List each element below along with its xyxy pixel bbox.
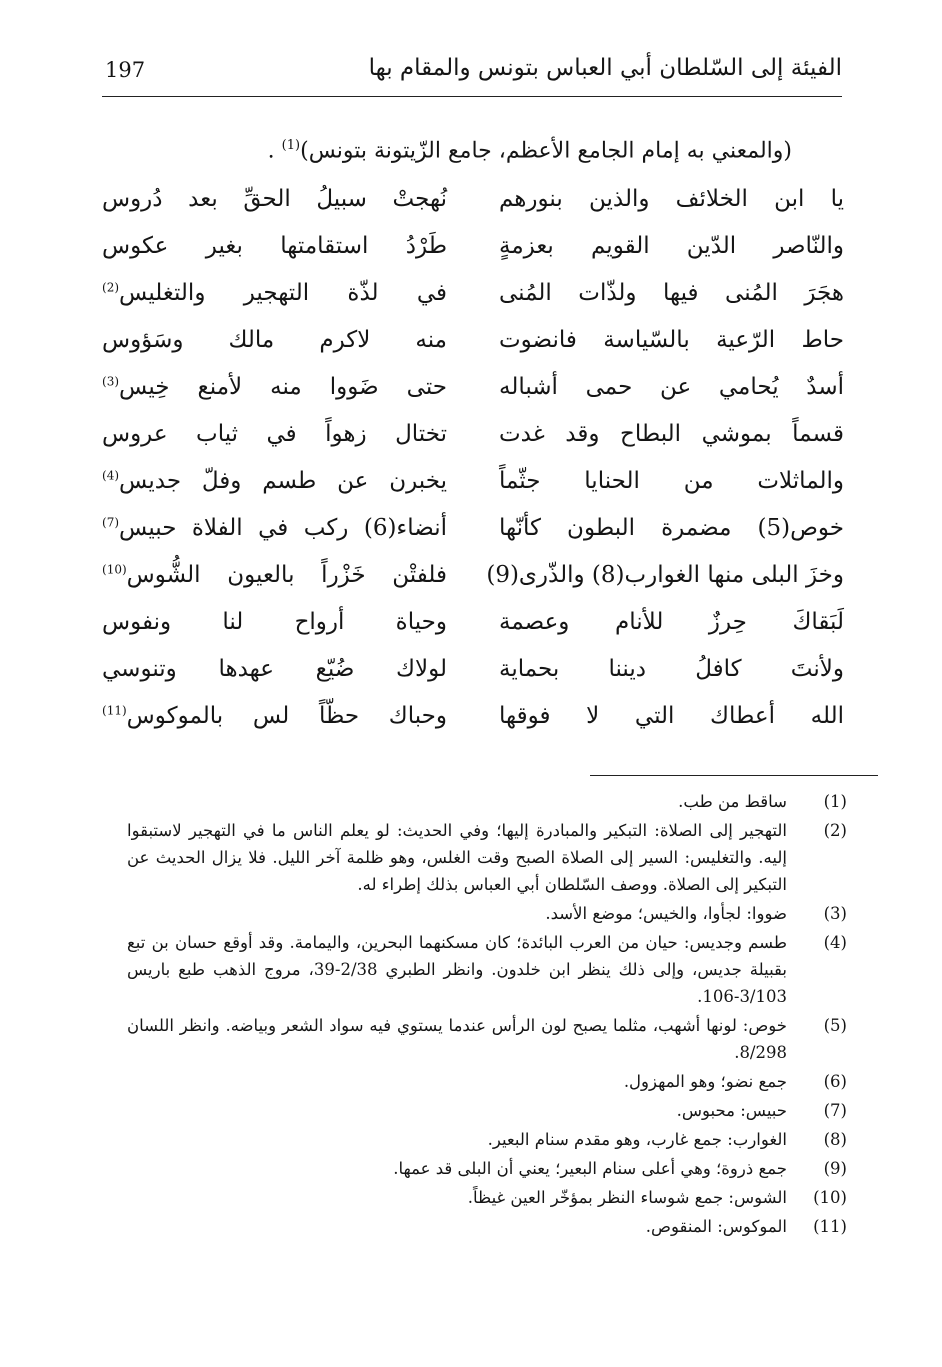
hemistich-text: في لذّة التهجير والتغليس [119,280,447,306]
intro-end: . [267,138,282,164]
verse-note-ref: (4) [102,468,120,483]
intro-text: (والمعني به إمام الجامع الأعظم، جامع الزّيتونة بتونس) [300,138,792,164]
footnote [127,1184,847,1211]
intro-note-ref: (1) [281,138,301,153]
verse [0,609,942,655]
verse-first-hemistich: ولأنتَ كافلُ ديننا بحماية [499,656,844,682]
verse-note-ref: (11) [102,703,127,718]
footnote-text: التهجير إلى الصلاة: التبكير والمبادرة إليها؛ وفي الحديث: لو يعلم الناس ما في التهجير لاستبقوا إليه. والتغليس: السير إلى الصلاة الصبح وقت الغلس، وهو ظلمة آخر الليل. فلا يزال الحديث عن التبكير إلى الصلاة. ووصف السّلطان أبي العباس بذلك إطراء له. [127,821,787,894]
footnote [127,788,847,815]
verse-first-hemistich: هجَرَ المُنى فيها ولذّات المُنى [499,280,844,306]
footnote [127,929,847,1010]
footnote-text: ساقط من طب. [678,792,787,811]
footnote-number: (9) [823,1159,847,1178]
footnote-number: (10) [813,1188,847,1207]
header-rule [102,96,842,97]
hemistich-text: وحياة أرواح لنا ونفوس [102,609,447,635]
verse-second-hemistich [102,656,447,682]
verse-second-hemistich [102,327,447,353]
footnote-number: (1) [823,792,847,811]
verse-first-hemistich: والماثلات من الحنايا جثّماً [499,468,844,494]
verse [0,233,942,279]
hemistich-text: أنضاء(6) ركب في الفلاة حبيس [119,515,447,541]
verse-second-hemistich [102,562,447,588]
verse-second-hemistich [102,421,447,447]
verse-first-hemistich: لَبَقاكَ حِرزٌ للأنام وعصمة [499,609,844,635]
footnote-number: (6) [823,1072,847,1091]
verse [0,562,942,608]
footnote-number: (11) [813,1217,847,1236]
verse [0,280,942,326]
footnote [127,1012,847,1066]
intro-line [152,138,792,163]
page-number: 197 [105,58,146,82]
footnote-text: الغوارب: جمع غارب، وهو مقدم سنام البعير. [487,1130,787,1149]
verse-note-ref: (10) [102,562,127,577]
hemistich-text: يخبرن عن طسم وفلّ جديس [119,468,447,494]
hemistich-text: لولاك ضُيّع عهدها وتنوسي [102,656,447,682]
footnote-number: (7) [823,1101,847,1120]
verse-first-hemistich: قسماً بموشي البطاح وقد غدت [499,421,844,447]
verse [0,468,942,514]
verse-second-hemistich [102,233,447,259]
footnote-number: (3) [823,904,847,923]
footnotes [127,788,847,1242]
footnote [127,1155,847,1182]
footnote [127,817,847,898]
verse [0,703,942,749]
verse-second-hemistich [102,515,447,541]
footnote-text: جمع نضو؛ وهو المهزول. [623,1072,787,1091]
verse-second-hemistich [102,374,447,400]
footnote-text: طسم وجديس: حيان من العرب البائدة؛ كان مسكنهما البحرين، واليمامة. وقد أوقع حسان بن تبع بقبيلة جديس، وإلى ذلك ينظر ابن خلدون. وانظر الطبري 2/38-39، مروج الذهب طبع باريس 3/103-106. [127,933,787,1006]
hemistich-text: وحباك حظّاً لس بالموكوس [126,703,447,729]
verse [0,186,942,232]
footnote-text: ضووا: لجأوا، والخيس؛ موضع الأسد. [545,904,787,923]
hemistich-text: فلفتْن خَزْراً بالعيون الشُّوس [126,562,447,588]
verse-first-hemistich: والنّاصر الدّين القويم بعزمةٍ [499,233,844,259]
footnote [127,1068,847,1095]
footnote-number: (2) [823,821,847,840]
hemistich-text: حتى ضَووا منه لأمنع خِيس [119,374,447,400]
verse [0,327,942,373]
hemistich-text: طَرْدُ استقامتها بغير عكوس [102,233,447,259]
footnote-number: (5) [823,1016,847,1035]
verse-first-hemistich: وخزَ البلى منها الغوارب(8) والذّرى(9) [486,562,844,588]
verse-second-hemistich [102,609,447,635]
hemistich-text: نُهجتْ سبيلُ الحقِّ بعد دُروس [102,186,447,212]
verse [0,656,942,702]
hemistich-text: منه لاكرم مالك وسَؤوس [102,327,447,353]
footnote-text: جمع ذروة؛ وهي أعلى سنام البعير؛ يعني أن البلى قد عمها. [393,1159,787,1178]
verse [0,515,942,561]
footnote [127,900,847,927]
verse [0,421,942,467]
footnote-text: حبيس: محبوس. [676,1101,787,1120]
verse-second-hemistich [102,280,447,306]
verse-note-ref: (7) [102,515,120,530]
footnote-text: خوص: لونها أشهب، مثلما يصبح لون الرأس عندما يستوي فيه سواد الشعر وبياضه. وانظر اللسان 8/298. [127,1016,787,1062]
verse-first-hemistich: أسدٌ يُحامي عن حمى أشباله [499,374,844,400]
verse-second-hemistich [102,468,447,494]
verse-first-hemistich: حاط الرّعية بالسّياسة فانضوت [499,327,844,353]
footnote-rule [590,775,878,776]
footnote-number: (8) [823,1130,847,1149]
verse-first-hemistich: الله أعطاك التي لا فوقها [499,703,844,729]
footnote-text: الموكوس: المنقوص. [645,1217,787,1236]
running-title: الفيئة إلى السّلطان أبي العباس بتونس والمقام بها [368,55,842,81]
verse-note-ref: (3) [102,374,120,389]
footnote [127,1126,847,1153]
verse-note-ref: (2) [102,280,120,295]
hemistich-text: تختال زهواً في ثياب عروس [102,421,447,447]
verse-second-hemistich [102,703,447,729]
verse-first-hemistich: خوص(5) مضمرة البطون كأنّها [499,515,844,541]
footnote-number: (4) [823,933,847,952]
footnote [127,1097,847,1124]
footnote [127,1213,847,1240]
footnote-text: الشوس: جمع شوساء النظر بمؤخّر العين غيظاً. [467,1188,787,1207]
verse [0,374,942,420]
verse-first-hemistich: يا ابن الخلائف والذين بنورهم [499,186,844,212]
verse-second-hemistich [102,186,447,212]
